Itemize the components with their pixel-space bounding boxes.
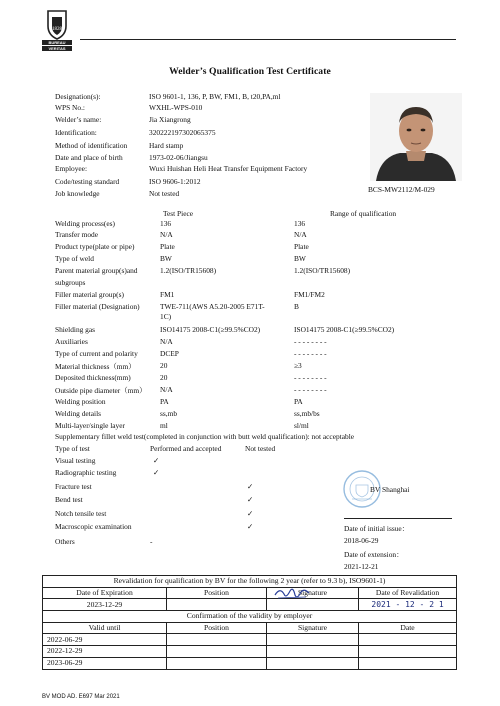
extension-label: Date of extension： <box>344 550 404 559</box>
param-label: Parent material group(s)and <box>55 266 138 275</box>
info-label: Welder’s name: <box>55 115 102 124</box>
param-test-value: N/A <box>160 230 173 239</box>
info-label: WPS No.: <box>55 103 85 112</box>
param-test-value: 20 <box>160 361 168 370</box>
not-tested-header: Not tested <box>245 444 276 453</box>
info-value: WXHL-WPS-010 <box>149 103 203 112</box>
param-label: Outside pipe diameter（mm） <box>55 386 147 395</box>
param-range-value: Plate <box>294 242 309 251</box>
test-label: Bend test <box>55 495 83 504</box>
info-value: Jia Xiangrong <box>149 115 191 124</box>
initial-issue-date: 2018-06-29 <box>344 536 379 545</box>
table-header-cell: Date of Revalidation <box>359 587 457 599</box>
test-label: Macroscopic examination <box>55 522 132 531</box>
table-cell: 2022-12-29 <box>43 646 167 658</box>
table-cell <box>359 646 457 658</box>
logo-text-bottom: VERITAS <box>48 46 66 51</box>
table-header-cell: Signature <box>267 622 359 634</box>
param-range-value: - - - - - - - - <box>294 373 327 382</box>
performed-check: ✓ <box>153 468 160 477</box>
param-test-value: BW <box>160 254 172 263</box>
param-range-value: sl/ml <box>294 421 309 430</box>
param-label: Deposited thickness(mm) <box>55 373 131 382</box>
param-test-value: N/A <box>160 385 173 394</box>
param-test-value: ISO14175 2008-C1(≥99.5%CO2) <box>160 325 261 334</box>
param-label: Transfer mode <box>55 230 99 239</box>
initial-issue-label: Date of initial issue： <box>344 524 410 533</box>
param-label: Welding process(es) <box>55 219 115 228</box>
fillet-note: Supplementary fillet weld test(completed in conjunction with butt weld qualification): not acceptable <box>55 432 355 441</box>
table-cell <box>267 657 359 669</box>
table-cell: 2023-06-29 <box>43 657 167 669</box>
logo-text-top: BUREAU <box>48 40 66 45</box>
param-test-value: N/A <box>160 337 173 346</box>
info-label: Job knowledge <box>55 189 100 198</box>
info-label: Code/testing standard <box>55 177 120 186</box>
bureau-veritas-logo <box>40 8 74 52</box>
param-test-value: 136 <box>160 219 172 228</box>
footer-code: BV MOD AD. E697 Mar 2021 <box>42 694 120 700</box>
logo-year-text: 1828 <box>52 27 62 32</box>
table-cell <box>359 634 457 646</box>
test-label: Radiographic testing <box>55 468 117 477</box>
table-header-cell: Position <box>167 587 267 599</box>
param-test-value: DCEP <box>160 349 179 358</box>
test-type-header: Type of test <box>55 444 90 453</box>
info-value: 320222197302065375 <box>149 128 216 137</box>
table-cell <box>267 634 359 646</box>
param-test-value: 20 <box>160 373 168 382</box>
not-tested-check: ✓ <box>247 495 254 504</box>
info-value: ISO 9606-1:2012 <box>149 177 201 186</box>
param-range-value: BW <box>294 254 306 263</box>
param-label: Filler material group(s) <box>55 290 124 299</box>
revalidation-date-handwritten: 2021 - 12 - 2 1 <box>359 599 457 611</box>
param-label: subgroups <box>55 278 86 287</box>
param-label: Auxiliaries <box>55 337 88 346</box>
test-label: Fracture test <box>55 482 92 491</box>
extension-date: 2021-12-21 <box>344 562 379 571</box>
info-label: Date and place of birth <box>55 153 123 162</box>
param-label: Material thickness（mm） <box>55 362 136 371</box>
param-label: Filler material (Designation) <box>55 302 140 311</box>
table-cell <box>359 657 457 669</box>
param-label: Welding position <box>55 397 106 406</box>
param-range-value: 136 <box>294 219 306 228</box>
not-tested-check: ✓ <box>247 509 254 518</box>
param-range-value: FM1/FM2 <box>294 290 325 299</box>
table-cell <box>167 634 267 646</box>
param-test-value: Plate <box>160 242 175 251</box>
param-test-value: TWE-711(AWS A5.20-2005 E71T- <box>160 302 265 311</box>
param-label: Product type(plate or pipe) <box>55 242 135 251</box>
param-range-value: PA <box>294 397 303 406</box>
bv-shanghai: BV Shanghai <box>370 485 410 494</box>
param-range-value: N/A <box>294 230 307 239</box>
info-value: Hard stamp <box>149 141 184 150</box>
param-range-value: B <box>294 302 299 311</box>
signature-scribble <box>272 583 312 603</box>
info-label: Employee: <box>55 164 88 173</box>
param-label: Type of current and polarity <box>55 349 138 358</box>
test-piece-header: Test Piece <box>163 209 194 218</box>
table-cell <box>267 646 359 658</box>
table-cell: 2023-12-29 <box>43 599 167 611</box>
table-cell <box>167 646 267 658</box>
param-test-value: PA <box>160 397 169 406</box>
table-header-cell: Signature <box>267 587 359 599</box>
info-label: Designation(s): <box>55 92 101 101</box>
photo-caption: BCS-MW2112/M-029 <box>368 185 435 194</box>
param-range-value: - - - - - - - - <box>294 337 327 346</box>
page-title: Welder’s Qualification Test Certificate <box>169 66 331 77</box>
performed-check: ✓ <box>153 456 160 465</box>
info-value: Wuxi Huishan Heli Heat Transfer Equipment Factory <box>149 164 308 173</box>
table-header-cell: Valid until <box>43 622 167 634</box>
not-tested-check: ✓ <box>247 522 254 531</box>
employer-header: Confirmation of the validity by employer <box>43 611 457 623</box>
param-range-value: ISO14175 2008-C1(≥99.5%CO2) <box>294 325 395 334</box>
param-range-value: - - - - - - - - <box>294 349 327 358</box>
test-label: Others <box>55 537 75 546</box>
revalidation-header: Revalidation for qualification by BV for the following 2 year (refer to 9.3 b), ISO9601-1) <box>43 576 457 588</box>
table-cell: 2022-06-29 <box>43 634 167 646</box>
param-test-value: 1C) <box>160 312 172 321</box>
table-header-cell: Date of Expiration <box>43 587 167 599</box>
signature-rule <box>344 518 452 519</box>
param-test-value: FM1 <box>160 290 175 299</box>
info-label: Method of identification <box>55 141 128 150</box>
param-range-value: ss,mb/bs <box>294 409 320 418</box>
param-label: Shielding gas <box>55 325 96 334</box>
revalidation-table <box>42 575 457 670</box>
welder-photo <box>370 93 462 181</box>
param-range-value: - - - - - - - - <box>294 385 327 394</box>
param-test-value: ss,mb <box>160 409 178 418</box>
header-rule <box>80 39 456 40</box>
info-value: 1973-02-06/Jiangsu <box>149 153 208 162</box>
param-range-value: 1.2(ISO/TR15608) <box>294 266 351 275</box>
info-label: Identification: <box>55 128 97 137</box>
performed-dash: - <box>150 537 153 546</box>
table-header-cell: Position <box>167 622 267 634</box>
param-test-value: ml <box>160 421 168 430</box>
range-header: Range of qualification <box>330 209 397 218</box>
performed-header: Performed and accepted <box>150 444 222 453</box>
param-test-value: 1.2(ISO/TR15608) <box>160 266 217 275</box>
not-tested-check: ✓ <box>247 482 254 491</box>
info-value: Not tested <box>149 189 180 198</box>
param-label: Multi-layer/single layer <box>55 421 125 430</box>
table-header-cell: Date <box>359 622 457 634</box>
param-label: Type of weld <box>55 254 94 263</box>
info-value: ISO 9601-1, 136, P, BW, FM1, B, t20,PA,ml <box>149 92 281 101</box>
test-label: Notch tensile test <box>55 509 107 518</box>
test-label: Visual testing <box>55 456 96 465</box>
param-range-value: ≥3 <box>294 361 302 370</box>
table-cell <box>167 599 267 611</box>
table-cell <box>167 657 267 669</box>
param-label: Welding details <box>55 409 101 418</box>
